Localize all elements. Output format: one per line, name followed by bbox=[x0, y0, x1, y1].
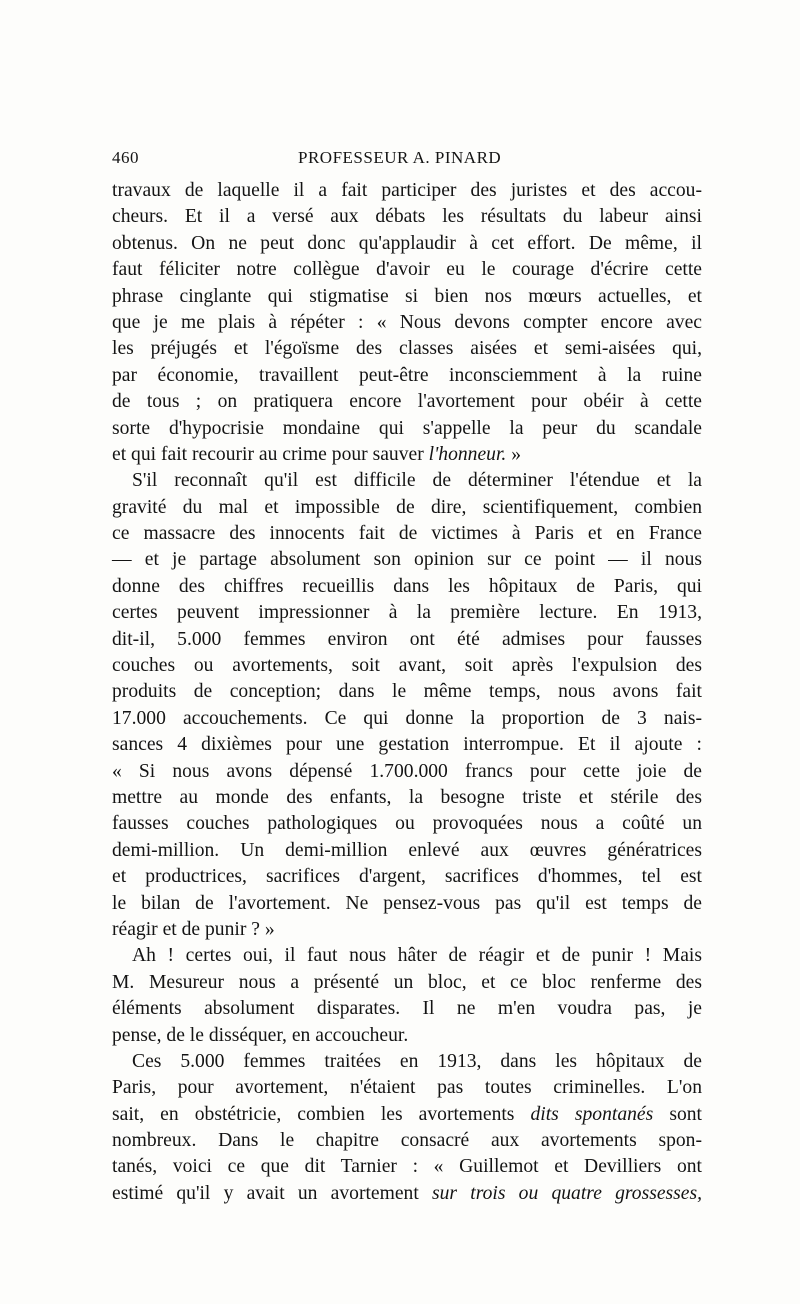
text-line: pense, de le disséquer, en accoucheur. bbox=[112, 1024, 409, 1046]
text-line: Paris, pour avortement, n'étaient pas toutes criminelles. L'on bbox=[112, 1077, 702, 1099]
text-line: cheurs. Et il a versé aux débats les résultats du labeur ainsi bbox=[112, 206, 702, 228]
text-line: faut féliciter notre collègue d'avoir eu le courage d'écrire cette bbox=[112, 259, 702, 281]
text-line: donne des chiffres recueillis dans les hôpitaux de Paris, qui bbox=[112, 575, 702, 597]
text-line: obtenus. On ne peut donc qu'applaudir à cet effort. De même, il bbox=[112, 232, 702, 254]
page-number: 460 bbox=[112, 148, 139, 167]
text-line: estimé qu'il y avait un avortement sur trois ou quatre grossesses, bbox=[112, 1182, 703, 1204]
italic-text: dits spontanés bbox=[530, 1103, 654, 1125]
text-line: réagir et de punir ? » bbox=[112, 918, 275, 940]
text-line: produits de conception; dans le même temps, nous avons fait bbox=[112, 681, 702, 703]
running-title: PROFESSEUR A. PINARD bbox=[298, 148, 502, 167]
text-line: nombreux. Dans le chapitre consacré aux avortements spon- bbox=[112, 1130, 702, 1152]
text-line: M. Mesureur nous a présenté un bloc, et ce bloc renferme des bbox=[112, 971, 702, 993]
italic-text: l'honneur. bbox=[428, 443, 507, 465]
text-line: demi-million. Un demi-million enlevé aux œuvres génératrices bbox=[112, 839, 702, 861]
text-line: « Si nous avons dépensé 1.700.000 francs pour cette joie de bbox=[112, 760, 702, 782]
text-line: le bilan de l'avortement. Ne pensez-vous pas qu'il est temps de bbox=[112, 892, 702, 914]
text-line: couches ou avortements, soit avant, soit après l'expulsion des bbox=[112, 655, 702, 677]
text-line: Ces 5.000 femmes traitées en 1913, dans les hôpitaux de bbox=[132, 1050, 702, 1072]
text-line: sait, en obstétricie, combien les avortements dits spontanés sont bbox=[112, 1103, 702, 1125]
text-line: que je me plais à répéter : « Nous devons compter encore avec bbox=[112, 311, 702, 333]
text-line: 17.000 accouchements. Ce qui donne la proportion de 3 nais- bbox=[112, 707, 702, 729]
body-text bbox=[112, 178, 702, 1207]
text-line: Ah ! certes oui, il faut nous hâter de réagir et de punir ! Mais bbox=[132, 945, 702, 967]
text-line: éléments absolument disparates. Il ne m'en voudra pas, je bbox=[112, 998, 702, 1020]
text-line: travaux de laquelle il a fait participer des juristes et des accou- bbox=[112, 180, 702, 201]
text-line: et qui fait recourir au crime pour sauver l'honneur. » bbox=[112, 443, 522, 465]
text-line: — et je partage absolument son opinion sur ce point — il nous bbox=[112, 549, 702, 571]
text-line: dit-il, 5.000 femmes environ ont été admises pour fausses bbox=[112, 628, 702, 650]
text-line: mettre au monde des enfants, la besogne triste et stérile des bbox=[112, 786, 702, 808]
text-line: les préjugés et l'égoïsme des classes aisées et semi-aisées qui, bbox=[112, 338, 702, 360]
text-line: fausses couches pathologiques ou provoquées nous a coûté un bbox=[112, 813, 702, 835]
text-line: par économie, travaillent peut-être inconsciemment à la ruine bbox=[112, 364, 702, 386]
text-line: certes peuvent impressionner à la première lecture. En 1913, bbox=[112, 602, 702, 624]
text-line: gravité du mal et impossible de dire, scientifiquement, combien bbox=[112, 496, 702, 518]
text-line: ce massacre des innocents fait de victimes à Paris et en France bbox=[112, 523, 702, 545]
text-line: sances 4 dixièmes pour une gestation interrompue. Et il ajoute : bbox=[112, 734, 702, 756]
text-line: sorte d'hypocrisie mondaine qui s'appelle la peur du scandale bbox=[112, 417, 702, 439]
text-line: tanés, voici ce que dit Tarnier : « Guillemot et Devilliers ont bbox=[112, 1156, 702, 1178]
text-line: et productrices, sacrifices d'argent, sacrifices d'hommes, tel est bbox=[112, 866, 702, 888]
running-head bbox=[112, 148, 710, 170]
italic-text: sur trois ou quatre grossesses, bbox=[432, 1182, 703, 1204]
text-line: phrase cinglante qui stigmatise si bien nos mœurs actuelles, et bbox=[112, 285, 702, 307]
text-line: de tous ; on pratiquera encore l'avortement pour obéir à cette bbox=[112, 391, 702, 413]
text-line: S'il reconnaît qu'il est difficile de déterminer l'étendue et la bbox=[132, 470, 702, 492]
